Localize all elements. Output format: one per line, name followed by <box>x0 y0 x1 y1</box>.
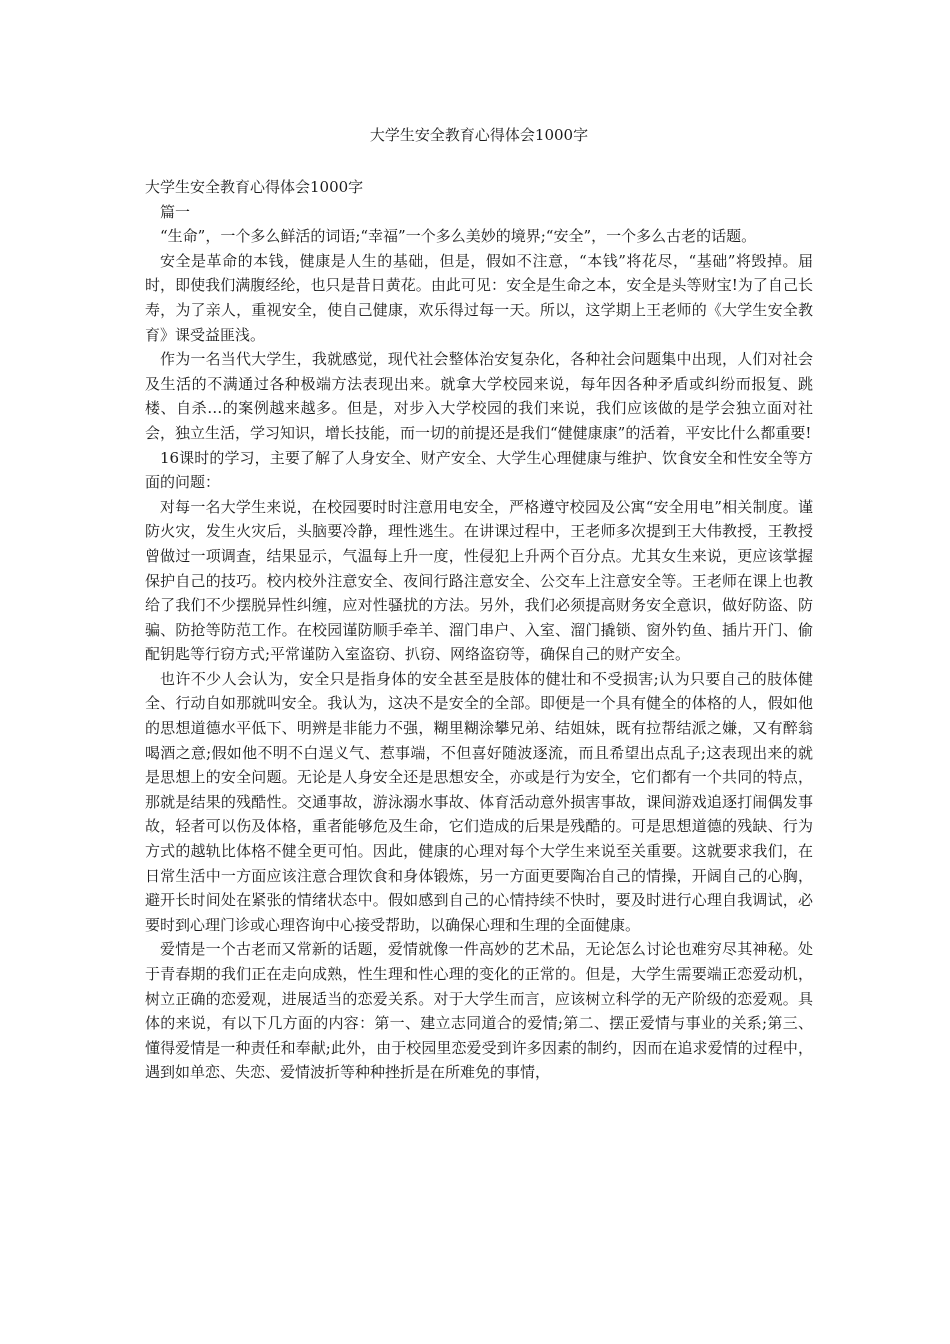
section-label: 篇一 <box>160 202 191 221</box>
paragraph: 16课时的学习，主要了解了人身安全、财产安全、大学生心理健康与维护、饮食安全和性安全等方面的问题： <box>145 448 813 492</box>
paragraph: 爱情是一个古老而又常新的话题，爱情就像一件高妙的艺术品，无论怎么讨论也难穷尽其神秘。处于青春期的我们正在走向成熟，性生理和性心理的变化的正常的。但是，大学生需要端正恋爱动机，树立正确的恋爱观，进展适当的恋爱关系。对于大学生而言，应该树立科学的无产阶级的恋爱观。具体的来说，有以下几方面的内容：第一、建立志同道合的爱情;第二、摆正爱情与事业的关系;第三、懂得爱情是一种责任和奉献;此外，由于校园里恋爱受到许多因素的制约，因而在追求爱情的过程中，遇到如单恋、失恋、爱情波折等种种挫折是在所难免的事情， <box>145 940 813 1082</box>
paragraph: 作为一名当代大学生，我就感觉，现代社会整体治安复杂化，各种社会问题集中出现，人们对社会及生活的不满通过各种极端方法表现出来。就拿大学校园来说，每年因各种矛盾或纠纷而报复、跳楼、自杀…的案例越来越多。但是，对步入大学校园的我们来说，我们应该做的是学会独立面对社会，独立生活，学习知识，增长技能，而一切的前提还是我们“健健康康”的活着，平安比什么都重要! <box>145 350 813 442</box>
document-title: 大学生安全教育心得体会1000字 <box>369 126 589 144</box>
paragraph: 安全是革命的本钱，健康是人生的基础，但是，假如不注意，“本钱”将花尽，“基础”将毁掉。届时，即使我们满腹经纶，也只是昔日黄花。由此可见：安全是生命之本，安全是头等财宝!为了自己长寿，为了亲人，重视安全，使自己健康，欢乐得过每一天。所以，这学期上王老师的《大学生安全教育》课受益匪浅。 <box>145 251 813 344</box>
paragraph: “生命”，一个多么鲜活的词语;“幸福”一个多么美妙的境界;“安全”，一个多么古老的话题。 <box>160 227 757 246</box>
document-heading: 大学生安全教育心得体会1000字 <box>145 178 364 196</box>
paragraph: 对每一名大学生来说，在校园要时时注意用电安全，严格遵守校园及公寓“安全用电”相关制度。谨防火灾，发生火灾后，头脑要冷静，理性逃生。在讲课过程中，王老师多次提到王大伟教授，王教授曾做过一项调查，结果显示，气温每上升一度，性侵犯上升两个百分点。尤其女生来说，更应该掌握保护自己的技巧。校内校外注意安全、夜间行路注意安全、公交车上注意安全等。王老师在课上也教给了我们不少摆脱异性纠缠，应对性骚扰的方法。另外，我们必须提高财务安全意识，做好防盗、防骗、防抢等防范工作。在校园谨防顺手牵羊、溜门串户、入室、溜门撬锁、窗外钓鱼、插片开门、偷配钥匙等行窃方式;平常谨防入室盗窃、扒窃、网络盗窃等，确保自己的财产安全。 <box>145 497 813 664</box>
paragraph: 也许不少人会认为，安全只是指身体的安全甚至是肢体的健壮和不受损害;认为只要自己的肢体健全、行动自如那就叫安全。我认为，这决不是安全的全部。即便是一个具有健全的体格的人，假如他的思想道德水平低下、明辨是非能力不强，糊里糊涂攀兄弟、结姐妹，既有拉帮结派之嫌，又有醉翁喝酒之意;假如他不明不白逞义气、惹事端，不但喜好随波逐流，而且希望出点乱子;这表现出来的就是思想上的安全问题。无论是人身安全还是思想安全，亦或是行为安全，它们都有一个共同的特点，那就是结果的残酷性。交通事故，游泳溺水事故、体育活动意外损害事故，课间游戏追逐打闹偶发事故，轻者可以伤及体格，重者能够危及生命，它们造成的后果是残酷的。可是思想道德的残缺、行为方式的越轨比体格不健全更可怕。因此，健康的心理对每个大学生来说至关重要。这就要求我们，在日常生活中一方面应该注意合理饮食和身体锻炼，另一方面更要陶冶自己的情操，开阔自己的心胸，避开长时间处在紧张的情绪状态中。假如感到自己的心情持续不快时，要及时进行心理自我调试，必要时到心理门诊或心理咨询中心接受帮助，以确保心理和生理的全面健康。 <box>145 669 813 934</box>
document-body <box>145 175 813 1085</box>
